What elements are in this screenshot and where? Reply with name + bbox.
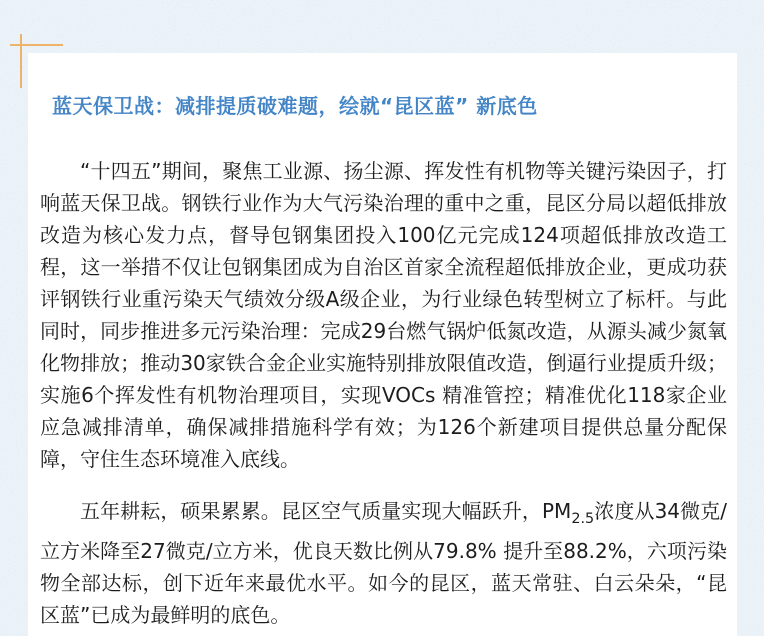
article-card xyxy=(28,53,737,636)
corner-cross-icon-vertical xyxy=(20,34,22,88)
corner-cross-icon-horizontal xyxy=(10,44,63,46)
pm-label: PM xyxy=(542,499,572,523)
article-title: 蓝天保卫战：减排提质破难题，绘就“昆区蓝” 新底色 xyxy=(52,94,538,118)
article-paragraph-1: “十四五”期间，聚焦工业源、扬尘源、挥发性有机物等关键污染因子，打响蓝天保卫战。钢铁行业作为大气污染治理的重中之重，昆区分局以超低排放改造为核心发力点，督导包钢集团投入100亿元完成124项超低排放改造工程，这一举措不仅让包钢集团成为自治区首家全流程超低排放企业，更成功获评钢铁行业重污染天气绩效分级A级企业，为行业绿色转型树立了标杆。与此同时，同步推进多元污染治理：完成29台燃气锅炉低氮改造，从源头减少氮氧化物排放；推动30家铁合金企业实施特别排放限值改造，倒逼行业提质升级；实施6个挥发性有机物治理项目，实现VOCs 精准管控；精准优化118家企业应急减排清单，确保减排措施科学有效；为126个新建项目提供总量分配保障，守住生态环境准入底线。 xyxy=(40,159,727,471)
pm-subscript: 2.5 xyxy=(571,511,595,527)
article-paragraph-2 xyxy=(40,495,727,631)
paragraph-2-text-before-pm: 五年耕耘，硕果累累。昆区空气质量实现大幅跃升， xyxy=(80,499,542,523)
paragraph-2-text-after-pm: 浓度从34微克/立方米降至27微克/立方米，优良天数比例从79.8% 提升至88.2%，六项污染物全部达标，创下近年来最优水平。如今的昆区，蓝天常驻、白云朵朵，“昆区蓝”已成为最鲜明的底色。 xyxy=(40,499,728,627)
